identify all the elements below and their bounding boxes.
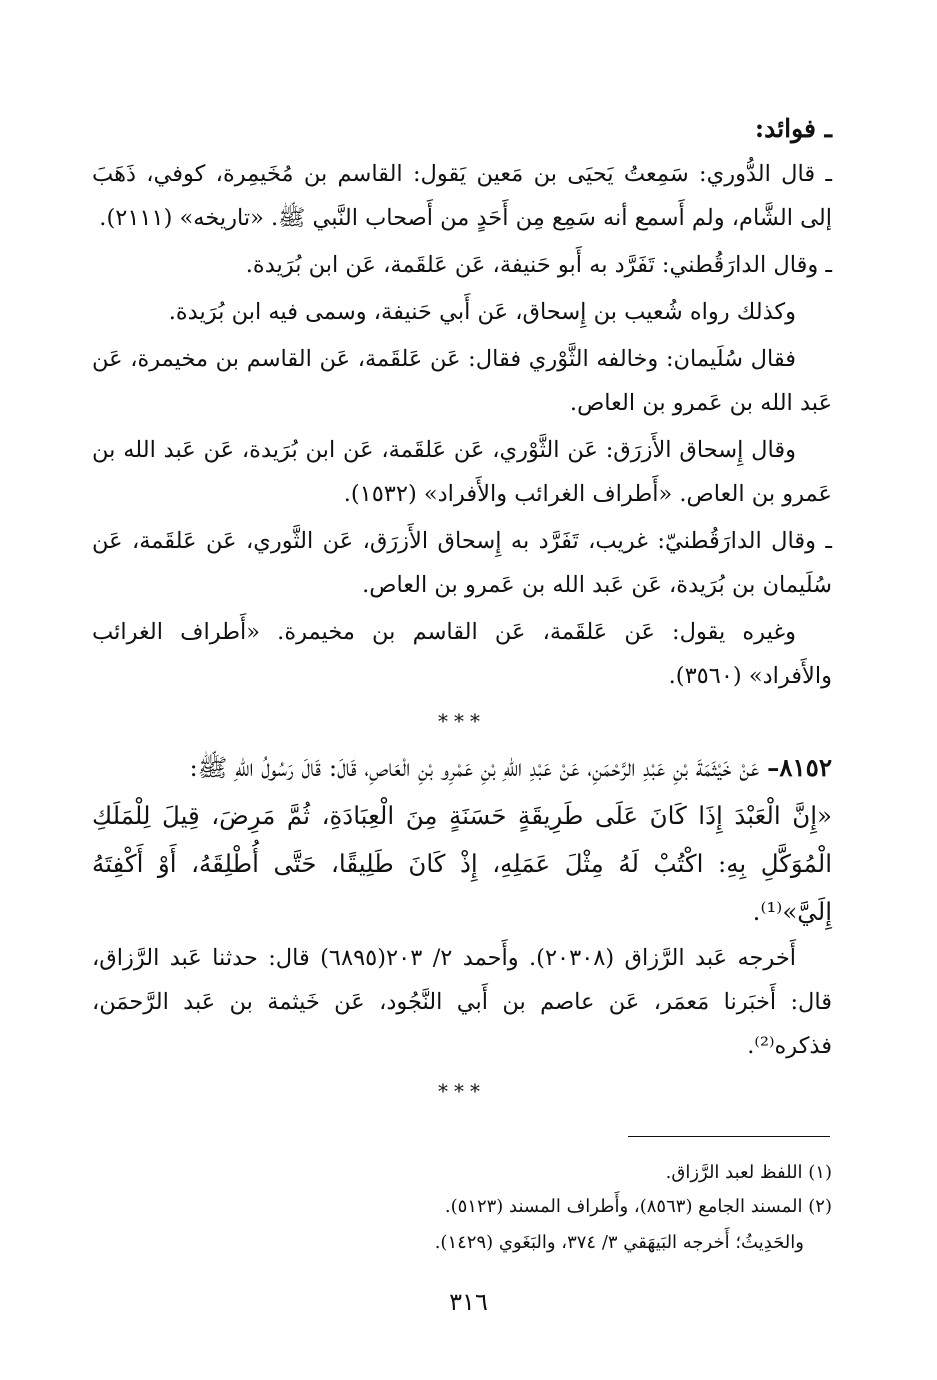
hadith-number: ٨١٥٢–	[767, 753, 832, 782]
paragraph-ghayruhu: وغيره يقول: عَن عَلقَمة، عَن القاسم بن مخيمرة. «أَطراف الغرائب والأَفراد» (٣٥٦٠).	[92, 619, 832, 689]
page-number: ٣١٦	[449, 1288, 488, 1316]
section-separator: ***	[438, 709, 486, 733]
hadith-chain-text: عَنْ خَيْثَمَةَ بْنِ عَبْدِ الرَّحْمَنِ، عَنْ عَبْدِ اللهِ بْنِ عَمْرِو بْنِ الْعَاصِ، قَالَ: قَالَ رَسُولُ اللهِ ﷺ:	[189, 753, 768, 782]
paragraph-daraqutni-1: ـ وقال الدارَقُطني: تَفَرَّد به أَبو حَنيفة، عَن عَلقَمة، عَن ابن بُرَيدة.	[245, 252, 832, 278]
hadith-text: «إِنَّ الْعَبْدَ إِذَا كَانَ عَلَى طَرِيقَةٍ حَسَنَةٍ مِنَ الْعِبَادَةِ، ثُمَّ مَرِضَ، قِيلَ لِلْمَلَكِ الْمُوَكَّلِ بِهِ: اكْتُبْ لَهُ مِثْلَ عَمَلِهِ، إِذْ كَانَ طَلِيقًا، حَتَّى أُطْلِقَهُ، أَوْ أَكْفِتَهُ إِلَيَّ»⁽¹⁾.	[92, 801, 832, 926]
paragraph-daraqutni-2: ـ وقال الدارَقُطنيّ: غريب، تَفَرَّد به إِسحاق الأَزرَق، عَن الثَّوري، عَن عَلقَمة، عَن سُلَيمان بن بُرَيدة، عَن عَبد الله بن عَمرو بن العاص.	[92, 528, 832, 598]
paragraph-duri: ـ قال الدُّوري: سَمِعتُ يَحيَى بن مَعين يَقول: القاسم بن مُخَيمِرة، كوفي، ذَهَبَ إلى الشَّام، ولم أَسمع أنه سَمِع مِن أَحَدٍ من أَصحاب النَّبي ﷺ. «تاريخه» (٢١١١).	[92, 161, 832, 231]
hadith-chain	[92, 744, 832, 792]
section-separator-2: ***	[438, 1079, 486, 1103]
footnote-divider	[628, 1136, 830, 1137]
takhrij-paragraph: أَخرجه عَبد الرَّزاق (٢٠٣٠٨). وأَحمد ٢/ ٢٠٣(٦٨٩٥) قال: حدثنا عَبد الرَّزاق، قال: أَخبَرنا مَعمَر، عَن عاصم بن أَبي النَّجُود، عَن خَيثمة بن عَبد الرَّحمَن، فذكره⁽²⁾.	[92, 945, 832, 1059]
paragraph-ishaq: وقال إِسحاق الأَزرَق: عَن الثَّوْري، عَن عَلقَمة، عَن ابن بُرَيدة، عَن عَبد الله بن عَمرو بن العاص. «أَطراف الغرائب والأَفراد» (١٥٣٢).	[92, 437, 832, 507]
paragraph-sulayman: فقال سُلَيمان: وخالفه الثَّوْري فقال: عَن عَلقَمة، عَن القاسم بن مخيمرة، عَن عَبد الله بن عَمرو بن العاص.	[92, 346, 832, 416]
section-heading: ـ فوائد:	[754, 114, 832, 143]
footnote-2-continuation: والحَدِيثُ؛ أَخرجه البَيهَقي ٣/ ٣٧٤، والبَغَوي (١٤٢٩).	[434, 1232, 804, 1253]
footnote-2: (٢) المسند الجامع (٨٥٦٣)، وأَطراف المسند (٥١٢٣).	[444, 1196, 832, 1217]
page-body	[92, 112, 832, 1114]
footnote-1: (١) اللفظ لعبد الرَّزاق.	[665, 1162, 832, 1183]
paragraph-shuayb: وكذلك رواه شُعيب بن إِسحاق، عَن أَبي حَنيفة، وسمى فيه ابن بُرَيدة.	[168, 299, 796, 325]
